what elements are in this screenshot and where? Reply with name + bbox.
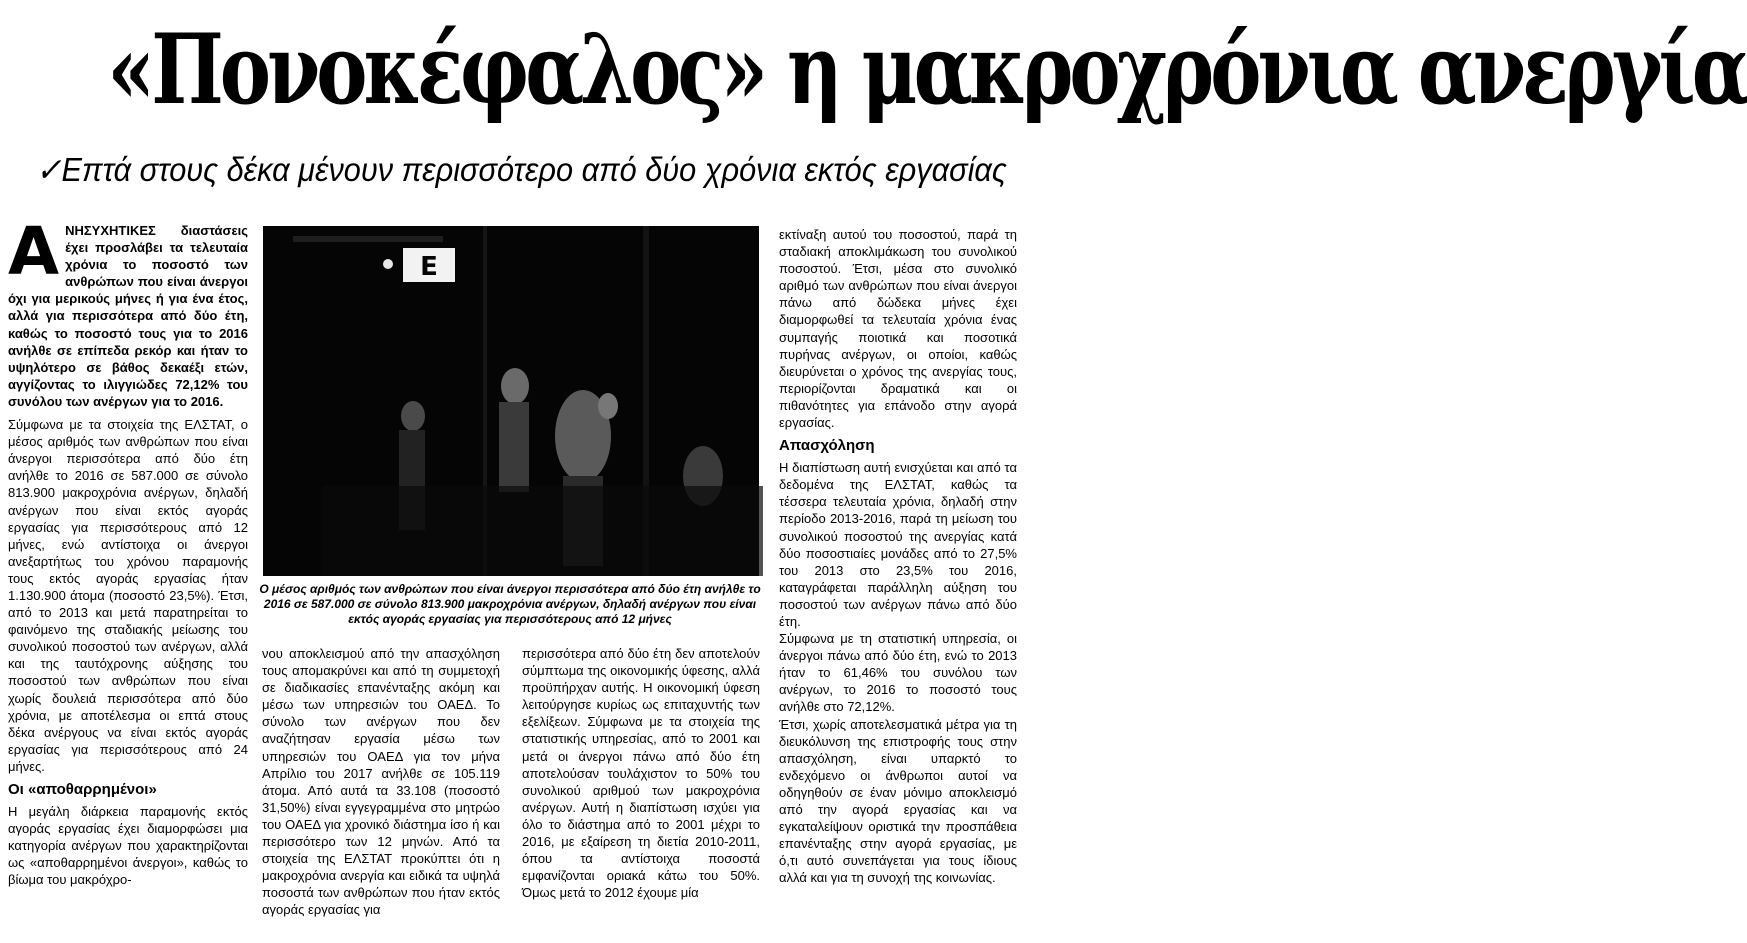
- person-silhouette: [499, 402, 529, 492]
- lead-paragraph: [8, 213, 248, 410]
- article-photo: [263, 226, 759, 576]
- column-4-paragraph-4: Έτσι, χωρίς αποτελεσματικά μέτρα για τη διευκόλυνση της επιστροφής τους στην απασχόληση, είναι υπαρκτό το ενδεχόμενο οι άνθρωποι αυτοί να οδηγηθούν σε έναν μόνιμο αποκλεισμό από την αγορά εργασίας και να εγκαταλείψουν οριστικά την προσπάθεια επανένταξης στην αγορά εργασίας, με ό,τι αυτό συνεπάγεται για τους ίδιους αλλά και για τη συνοχή της κοινωνίας.: [779, 716, 1017, 886]
- photo-caption: Ο μέσος αριθμός των ανθρώπων που είναι άνεργοι περισσότερα από δύο έτη ανήλθε το 2016 σε 587.000 σε σύνολο 813.900 μακροχρόνια ανέργων, δηλαδή ανέργων που είναι εκτός αγοράς εργασίας για περισσότερους από 12 μήνες: [259, 582, 761, 626]
- column-4: [779, 226, 1017, 886]
- column-4-paragraph-3: Σύμφωνα με τη στατιστική υπηρεσία, οι άνεργοι πάνω από δύο έτη, ενώ το 2013 ήταν το 61,46% του συνόλου των ανέργων, το 2016 το ποσοστό τους ανήλθε στο 72,12%.: [779, 631, 1017, 715]
- subheadline: ✓Επτά στους δέκα μένουν περισσότερο από δύο χρόνια εκτός εργασίας: [35, 151, 1007, 188]
- column-1: [8, 213, 248, 888]
- person-silhouette: [598, 393, 618, 419]
- column-1-paragraph-1: Σύμφωνα με τα στοιχεία της ΕΛΣΤΑΤ, ο μέσος αριθμός των ανθρώπων που είναι άνεργοι περισσότερα από δύο έτη ανήλθε το 2016 σε 587.000 σε σύνολο 813.900 μακροχρόνια ανέργων, δηλαδή ανέργων που είναι εκτός αγοράς εργασίας για περισσότερους από 12 μήνες, ενώ αντίστοιχα οι άνεργοι ανεξαρτήτως του χρόνου παραμονής τους εκτός αγοράς εργασίας ήταν 1.130.900 άτομα (ποσοστό 23,5%). Έτσι, από το 2013 και μετά παρατηρείται το φαινόμενο της σταδιακής μείωσης του συνολικού ποσοστού των ανέργων, αλλά και της ταυτόχρονης αύξησης του ποσοστού των ανθρώπων που είναι χωρίς δουλειά περισσότερα από δύο χρόνια, με αποτέλεσμα οι επτά στους δέκα ανέργους να είναι εκτός αγοράς εργασίας για περισσότερους από 24 μήνες.: [8, 417, 248, 774]
- column-3: [522, 645, 760, 901]
- photo-beam: [293, 236, 443, 242]
- column-3-paragraph-1: περισσότερα από δύο έτη δεν αποτελούν σύμπτωμα της οικονομικής ύφεσης, αλλά προϋπήρχαν αυτής. Η οικονομική ύφεση λειτούργησε κυρίως ως επιταχυντής των εξελίξεων. Σύμφωνα με τα στοιχεία της στατιστικής υπηρεσίας, από το 2001 και μετά οι άνεργοι πάνω από δύο έτη αποτελούσαν τουλάχιστον το 50% του συνολικού αριθμού των μακροχρόνια ανέργων. Αυτή η διαπίστωση ισχύει για όλο το διάστημα από το 2001 μέχρι το 2016, με εξαίρεση τη διετία 2010-2011, όπου τα αντίστοιχα ποσοστά εμφανίζονται οριακά κάτω του 50%. Όμως μετά το 2012 έχουμε μία: [522, 646, 760, 901]
- column-1-paragraph-2: Η μεγάλη διάρκεια παραμονής εκτός αγοράς εργασίας έχει διαμορφώσει μια κατηγορία ανέργων που χαρακτηρίζονται ως «αποθαρρημένοι άνεργοι», καθώς το βίωμα του μακρόχρο-: [8, 804, 248, 888]
- column-4-paragraph-1: εκτίναξη αυτού του ποσοστού, παρά τη σταδιακή αποκλιμάκωση του συνολικού ποσοστού. Έτσι, μέσα στο συνολικό αριθμό των ανθρώπων που είναι άνεργοι πάνω από δώδεκα μήνες έχει διαμορφωθεί τα τελευταία χρόνια ένας συμπαγής ποιοτικά και ποσοτικά πυρήνας ανέργων, οι οποίοι, καθώς διευρύνεται ο χρόνος της ανεργίας τους, περιορίζονται δραματικά και οι πιθανότητες για επάνοδο στην αγορά εργασίας.: [779, 227, 1017, 431]
- person-silhouette: [501, 368, 529, 404]
- drop-cap: Α: [8, 213, 60, 290]
- column-2-paragraph-1: νου αποκλεισμού από την απασχόληση τους απομακρύνει και από τη συμμετοχή σε διαδικασίες επανένταξης ακόμη και μέσω των υπηρεσιών του ΟΑΕΔ. Το σύνολο των ανέργων που δεν αναζήτησαν εργασία μέσω των υπηρεσιών του ΟΑΕΔ για τον μήνα Απρίλιο του 2017 ανήλθε σε 105.119 άτομα. Από αυτά τα 33.108 (ποσοστό 31,50%) είναι εγγεγραμμένα στο μητρώο του ΟΑΕΔ για χρονικό διάστημα ίσο ή και περισσότερο των 12 μηνών. Από τα στοιχεία της ΕΛΣΤΑΤ προκύπτει ότι η μακροχρόνια ανεργία και ειδικά τα υψηλά ποσοστά των ανθρώπων που ήταν εκτός αγοράς εργασίας για: [262, 646, 500, 918]
- column-2: [262, 645, 500, 919]
- headline: «Πονοκέφαλος» η μακροχρόνια ανεργία: [107, 13, 1747, 126]
- oaed-sign-letter: Ε: [420, 252, 438, 282]
- column-4-paragraph-2: Η διαπίστωση αυτή ενισχύεται και από τα δεδομένα της ΕΛΣΤΑΤ, καθώς τα τέσσερα τελευταία χρόνια, δηλαδή στην περίοδο 2013-2016, παρά τη μείωση του συνολικού ποσοστού της ανεργίας κατά δύο ποσοστιαίες μονάδες από το 27,5% του 2013 στο 23,5% του 2016, καταγράφεται παράλληλη αύξηση του ποσοστού των ανέργων πάνω από δύο έτη.: [779, 460, 1017, 629]
- lead-text: ΝΗΣΥΧΗΤΙΚΕΣ διαστάσεις έχει προσλάβει τα τελευταία χρόνια το ποσοστό των ανθρώπων που είναι άνεργοι όχι για μερικούς μήνες ή για ένα έτος, αλλά για περισσότερα από δύο έτη, καθώς το ποσοστό τους για το 2016 ανήλθε σε επίπεδα ρεκόρ και ήταν το υψηλότερο σε βάθος δεκαέξι ετών, αγγίζοντας το ιλιγγιώδες 72,12% του συνόλου των ανέργων για το 2016.: [8, 223, 248, 409]
- section-heading-employment: Απασχόληση: [779, 437, 875, 455]
- person-silhouette: [401, 401, 425, 431]
- photo-foreground: [323, 486, 763, 576]
- photo-light: [383, 259, 393, 269]
- section-heading-discouraged: Οι «αποθαρρημένοι»: [8, 781, 157, 798]
- photo-scene: [263, 226, 759, 576]
